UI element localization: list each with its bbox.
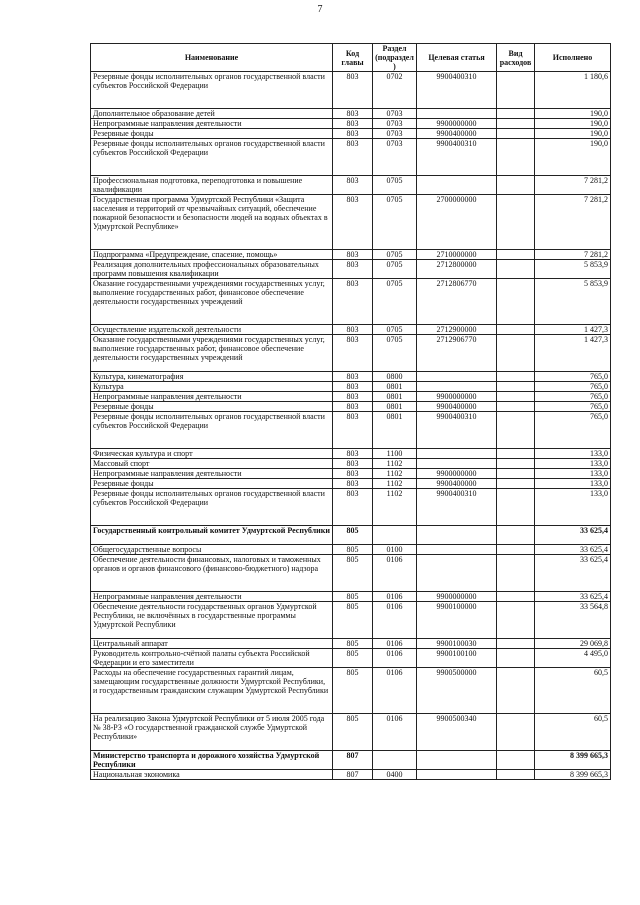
cell-name: Непрограммные направления деятельности bbox=[91, 469, 333, 479]
cell-type bbox=[497, 479, 535, 489]
cell-target bbox=[417, 770, 497, 780]
cell-code: 803 bbox=[333, 279, 373, 325]
cell-target: 9900400000 bbox=[417, 402, 497, 412]
cell-target: 9900000000 bbox=[417, 119, 497, 129]
cell-code: 803 bbox=[333, 469, 373, 479]
table-row bbox=[91, 372, 611, 382]
table-row bbox=[91, 555, 611, 592]
cell-code: 803 bbox=[333, 325, 373, 335]
cell-target: 2712900000 bbox=[417, 325, 497, 335]
cell-type bbox=[497, 129, 535, 139]
cell-type bbox=[497, 469, 535, 479]
cell-name: Реализация дополнительных профессиональных образовательных программ повышения квалификации bbox=[91, 260, 333, 279]
cell-name: Непрограммные направления деятельности bbox=[91, 592, 333, 602]
cell-amount: 8 399 665,3 bbox=[535, 770, 611, 780]
cell-code: 805 bbox=[333, 639, 373, 649]
cell-type bbox=[497, 489, 535, 526]
cell-name: Оказание государственными учреждениями государственных услуг, выполнение государственных работ, финансовое обеспечение деятельности государственных учреждений bbox=[91, 279, 333, 325]
cell-amount: 60,5 bbox=[535, 668, 611, 714]
cell-code: 807 bbox=[333, 751, 373, 770]
cell-type bbox=[497, 545, 535, 555]
cell-target bbox=[417, 526, 497, 545]
cell-amount: 5 853,9 bbox=[535, 260, 611, 279]
cell-name: Государственная программа Удмуртской Республики «Защита населения и территорий от чрезвычайных ситуаций, обеспечение пожарной безопасности и безопасности людей на водных объектах в Удмуртской Республике» bbox=[91, 195, 333, 250]
cell-name: Резервные фонды исполнительных органов государственной власти субъектов Российской Федерации bbox=[91, 72, 333, 109]
cell-section: 0801 bbox=[373, 402, 417, 412]
table-row bbox=[91, 592, 611, 602]
cell-section: 0106 bbox=[373, 668, 417, 714]
cell-name: Резервные фонды исполнительных органов государственной власти субъектов Российской Федерации bbox=[91, 412, 333, 449]
table-row bbox=[91, 649, 611, 668]
cell-target: 9900400310 bbox=[417, 72, 497, 109]
cell-code: 803 bbox=[333, 479, 373, 489]
cell-amount: 133,0 bbox=[535, 489, 611, 526]
cell-code: 803 bbox=[333, 489, 373, 526]
cell-section: 0801 bbox=[373, 392, 417, 402]
cell-code: 805 bbox=[333, 668, 373, 714]
expenditure-table bbox=[90, 43, 611, 780]
cell-amount: 765,0 bbox=[535, 402, 611, 412]
cell-type bbox=[497, 402, 535, 412]
cell-section: 0106 bbox=[373, 602, 417, 639]
cell-section: 0106 bbox=[373, 649, 417, 668]
cell-section: 1102 bbox=[373, 479, 417, 489]
cell-section: 0106 bbox=[373, 639, 417, 649]
cell-type bbox=[497, 770, 535, 780]
table-row bbox=[91, 469, 611, 479]
cell-type bbox=[497, 714, 535, 751]
cell-target bbox=[417, 751, 497, 770]
cell-target: 2712806770 bbox=[417, 279, 497, 325]
cell-name: Дополнительное образование детей bbox=[91, 109, 333, 119]
table-row bbox=[91, 602, 611, 639]
cell-target: 9900500000 bbox=[417, 668, 497, 714]
cell-amount: 7 281,2 bbox=[535, 195, 611, 250]
cell-name: Подпрограмма «Предупреждение, спасение, помощь» bbox=[91, 250, 333, 260]
table-row bbox=[91, 449, 611, 459]
cell-target: 9900100030 bbox=[417, 639, 497, 649]
table-row bbox=[91, 402, 611, 412]
header-type: Вид расходов bbox=[497, 44, 535, 72]
cell-amount: 60,5 bbox=[535, 714, 611, 751]
cell-name: Резервные фонды исполнительных органов государственной власти субъектов Российской Федерации bbox=[91, 489, 333, 526]
cell-amount: 190,0 bbox=[535, 139, 611, 176]
cell-target bbox=[417, 449, 497, 459]
cell-section: 0106 bbox=[373, 592, 417, 602]
cell-type bbox=[497, 449, 535, 459]
table-row bbox=[91, 250, 611, 260]
cell-target: 9900400310 bbox=[417, 489, 497, 526]
cell-amount: 33 625,4 bbox=[535, 526, 611, 545]
header-code: Код главы bbox=[333, 44, 373, 72]
table-row bbox=[91, 479, 611, 489]
cell-target: 9900500340 bbox=[417, 714, 497, 751]
cell-code: 803 bbox=[333, 412, 373, 449]
cell-amount: 133,0 bbox=[535, 469, 611, 479]
cell-code: 805 bbox=[333, 545, 373, 555]
cell-name: Непрограммные направления деятельности bbox=[91, 392, 333, 402]
table-row bbox=[91, 279, 611, 325]
cell-type bbox=[497, 260, 535, 279]
table-header-row bbox=[91, 44, 611, 72]
cell-code: 805 bbox=[333, 526, 373, 545]
cell-target: 9900100000 bbox=[417, 602, 497, 639]
cell-code: 803 bbox=[333, 119, 373, 129]
table-row bbox=[91, 382, 611, 392]
cell-target: 2712800000 bbox=[417, 260, 497, 279]
cell-name: Государственный контрольный комитет Удмуртской Республики bbox=[91, 526, 333, 545]
cell-amount: 33 625,4 bbox=[535, 555, 611, 592]
cell-name: Расходы на обеспечение государственных гарантий лицам, замещающим государственные должности Удмуртской Республики, и государственным гражданским служащим Удмуртской Республики bbox=[91, 668, 333, 714]
cell-target: 9900000000 bbox=[417, 592, 497, 602]
table-row bbox=[91, 714, 611, 751]
table-row bbox=[91, 325, 611, 335]
cell-name: Резервные фонды bbox=[91, 479, 333, 489]
cell-amount: 33 564,8 bbox=[535, 602, 611, 639]
cell-section: 0705 bbox=[373, 250, 417, 260]
cell-type bbox=[497, 459, 535, 469]
cell-type bbox=[497, 176, 535, 195]
cell-target: 9900400000 bbox=[417, 479, 497, 489]
table-row bbox=[91, 129, 611, 139]
cell-section: 0801 bbox=[373, 382, 417, 392]
cell-section: 0100 bbox=[373, 545, 417, 555]
cell-section: 0703 bbox=[373, 119, 417, 129]
cell-name: Министерство транспорта и дорожного хозяйства Удмуртской Республики bbox=[91, 751, 333, 770]
cell-target: 2700000000 bbox=[417, 195, 497, 250]
table-row bbox=[91, 545, 611, 555]
cell-amount: 133,0 bbox=[535, 479, 611, 489]
cell-type bbox=[497, 668, 535, 714]
cell-type bbox=[497, 195, 535, 250]
cell-name: Резервные фонды исполнительных органов государственной власти субъектов Российской Федерации bbox=[91, 139, 333, 176]
table-row bbox=[91, 139, 611, 176]
cell-amount: 8 399 665,3 bbox=[535, 751, 611, 770]
cell-name: Центральный аппарат bbox=[91, 639, 333, 649]
cell-section: 1100 bbox=[373, 449, 417, 459]
cell-target: 9900400310 bbox=[417, 139, 497, 176]
cell-code: 803 bbox=[333, 335, 373, 372]
cell-section: 0705 bbox=[373, 279, 417, 325]
cell-name: Обеспечение деятельности государственных органов Удмуртской Республики, не включённых в государственные программы Удмуртской Республики bbox=[91, 602, 333, 639]
cell-amount: 7 281,2 bbox=[535, 176, 611, 195]
cell-section bbox=[373, 526, 417, 545]
cell-name: Культура bbox=[91, 382, 333, 392]
cell-code: 803 bbox=[333, 459, 373, 469]
cell-code: 805 bbox=[333, 602, 373, 639]
table-row bbox=[91, 176, 611, 195]
cell-section: 1102 bbox=[373, 469, 417, 479]
cell-section: 0705 bbox=[373, 260, 417, 279]
cell-target: 9900100100 bbox=[417, 649, 497, 668]
cell-amount: 765,0 bbox=[535, 372, 611, 382]
cell-amount: 190,0 bbox=[535, 109, 611, 119]
table-row bbox=[91, 335, 611, 372]
cell-target: 9900000000 bbox=[417, 392, 497, 402]
cell-section: 0705 bbox=[373, 176, 417, 195]
header-amount: Исполнено bbox=[535, 44, 611, 72]
cell-section: 0705 bbox=[373, 325, 417, 335]
cell-target bbox=[417, 459, 497, 469]
cell-code: 805 bbox=[333, 592, 373, 602]
cell-type bbox=[497, 751, 535, 770]
cell-target bbox=[417, 372, 497, 382]
table-row bbox=[91, 412, 611, 449]
table-row bbox=[91, 260, 611, 279]
cell-target bbox=[417, 382, 497, 392]
cell-amount: 1 427,3 bbox=[535, 335, 611, 372]
cell-code: 803 bbox=[333, 176, 373, 195]
cell-type bbox=[497, 335, 535, 372]
cell-amount: 33 625,4 bbox=[535, 592, 611, 602]
cell-name: Оказание государственными учреждениями государственных услуг, выполнение государственных работ, финансовое обеспечение деятельности государственных учреждений bbox=[91, 335, 333, 372]
cell-type bbox=[497, 72, 535, 109]
cell-type bbox=[497, 372, 535, 382]
table-row bbox=[91, 119, 611, 129]
table-row bbox=[91, 72, 611, 109]
cell-section: 0703 bbox=[373, 129, 417, 139]
cell-amount: 1 427,3 bbox=[535, 325, 611, 335]
cell-amount: 133,0 bbox=[535, 449, 611, 459]
cell-section: 0801 bbox=[373, 412, 417, 449]
cell-type bbox=[497, 325, 535, 335]
cell-section: 1102 bbox=[373, 489, 417, 526]
cell-type bbox=[497, 109, 535, 119]
cell-code: 803 bbox=[333, 449, 373, 459]
cell-code: 803 bbox=[333, 392, 373, 402]
cell-code: 805 bbox=[333, 649, 373, 668]
cell-section: 0400 bbox=[373, 770, 417, 780]
cell-target: 9900400310 bbox=[417, 412, 497, 449]
cell-code: 803 bbox=[333, 382, 373, 392]
cell-amount: 7 281,2 bbox=[535, 250, 611, 260]
cell-amount: 5 853,9 bbox=[535, 279, 611, 325]
cell-amount: 190,0 bbox=[535, 129, 611, 139]
cell-name: Непрограммные направления деятельности bbox=[91, 119, 333, 129]
table-row bbox=[91, 751, 611, 770]
cell-type bbox=[497, 392, 535, 402]
cell-amount: 765,0 bbox=[535, 392, 611, 402]
cell-section: 0703 bbox=[373, 139, 417, 176]
cell-type bbox=[497, 649, 535, 668]
page-number: 7 bbox=[317, 4, 323, 15]
cell-code: 803 bbox=[333, 129, 373, 139]
cell-target: 9900000000 bbox=[417, 469, 497, 479]
cell-target: 9900400000 bbox=[417, 129, 497, 139]
cell-type bbox=[497, 602, 535, 639]
cell-name: Массовый спорт bbox=[91, 459, 333, 469]
table-row bbox=[91, 770, 611, 780]
cell-section: 0106 bbox=[373, 555, 417, 592]
cell-code: 805 bbox=[333, 555, 373, 592]
cell-amount: 765,0 bbox=[535, 382, 611, 392]
table-row bbox=[91, 489, 611, 526]
cell-amount: 1 180,6 bbox=[535, 72, 611, 109]
table-row bbox=[91, 639, 611, 649]
cell-section: 0705 bbox=[373, 195, 417, 250]
table-row bbox=[91, 195, 611, 250]
cell-code: 803 bbox=[333, 139, 373, 176]
cell-target bbox=[417, 555, 497, 592]
cell-code: 803 bbox=[333, 109, 373, 119]
cell-code: 803 bbox=[333, 250, 373, 260]
cell-name: Национальная экономика bbox=[91, 770, 333, 780]
cell-name: На реализацию Закона Удмуртской Республики от 5 июля 2005 года № 38-РЗ «О государственной гражданской службе Удмуртской Республики» bbox=[91, 714, 333, 751]
cell-target: 2710000000 bbox=[417, 250, 497, 260]
cell-target bbox=[417, 545, 497, 555]
cell-type bbox=[497, 592, 535, 602]
cell-amount: 190,0 bbox=[535, 119, 611, 129]
header-section: Раздел (подраздел) bbox=[373, 44, 417, 72]
cell-code: 803 bbox=[333, 402, 373, 412]
cell-name: Профессиональная подготовка, переподготовка и повышение квалификации bbox=[91, 176, 333, 195]
cell-target bbox=[417, 109, 497, 119]
cell-amount: 765,0 bbox=[535, 412, 611, 449]
cell-type bbox=[497, 555, 535, 592]
cell-section bbox=[373, 751, 417, 770]
cell-type bbox=[497, 412, 535, 449]
cell-name: Резервные фонды bbox=[91, 402, 333, 412]
cell-type bbox=[497, 250, 535, 260]
cell-name: Руководитель контрольно-счётной палаты субъекта Российской Федерации и его заместители bbox=[91, 649, 333, 668]
header-target: Целевая статья bbox=[417, 44, 497, 72]
cell-type bbox=[497, 382, 535, 392]
cell-name: Обеспечение деятельности финансовых, налоговых и таможенных органов и органов финансового (финансово-бюджетного) надзора bbox=[91, 555, 333, 592]
cell-type bbox=[497, 279, 535, 325]
cell-section: 0703 bbox=[373, 109, 417, 119]
cell-type bbox=[497, 526, 535, 545]
cell-amount: 29 069,8 bbox=[535, 639, 611, 649]
cell-name: Общегосударственные вопросы bbox=[91, 545, 333, 555]
cell-section: 0106 bbox=[373, 714, 417, 751]
cell-amount: 4 495,0 bbox=[535, 649, 611, 668]
cell-type bbox=[497, 119, 535, 129]
table-row bbox=[91, 526, 611, 545]
cell-code: 803 bbox=[333, 72, 373, 109]
cell-target bbox=[417, 176, 497, 195]
cell-code: 803 bbox=[333, 195, 373, 250]
cell-name: Физическая культура и спорт bbox=[91, 449, 333, 459]
table-row bbox=[91, 459, 611, 469]
table-row bbox=[91, 668, 611, 714]
cell-section: 0702 bbox=[373, 72, 417, 109]
cell-amount: 133,0 bbox=[535, 459, 611, 469]
cell-target: 2712906770 bbox=[417, 335, 497, 372]
cell-code: 807 bbox=[333, 770, 373, 780]
cell-amount: 33 625,4 bbox=[535, 545, 611, 555]
cell-section: 1102 bbox=[373, 459, 417, 469]
cell-section: 0705 bbox=[373, 335, 417, 372]
cell-code: 805 bbox=[333, 714, 373, 751]
cell-name: Осуществление издательской деятельности bbox=[91, 325, 333, 335]
cell-type bbox=[497, 639, 535, 649]
header-name: Наименование bbox=[91, 44, 333, 72]
table-row bbox=[91, 392, 611, 402]
cell-section: 0800 bbox=[373, 372, 417, 382]
table-row bbox=[91, 109, 611, 119]
cell-code: 803 bbox=[333, 260, 373, 279]
cell-type bbox=[497, 139, 535, 176]
cell-name: Резервные фонды bbox=[91, 129, 333, 139]
cell-name: Культура, кинематография bbox=[91, 372, 333, 382]
cell-code: 803 bbox=[333, 372, 373, 382]
